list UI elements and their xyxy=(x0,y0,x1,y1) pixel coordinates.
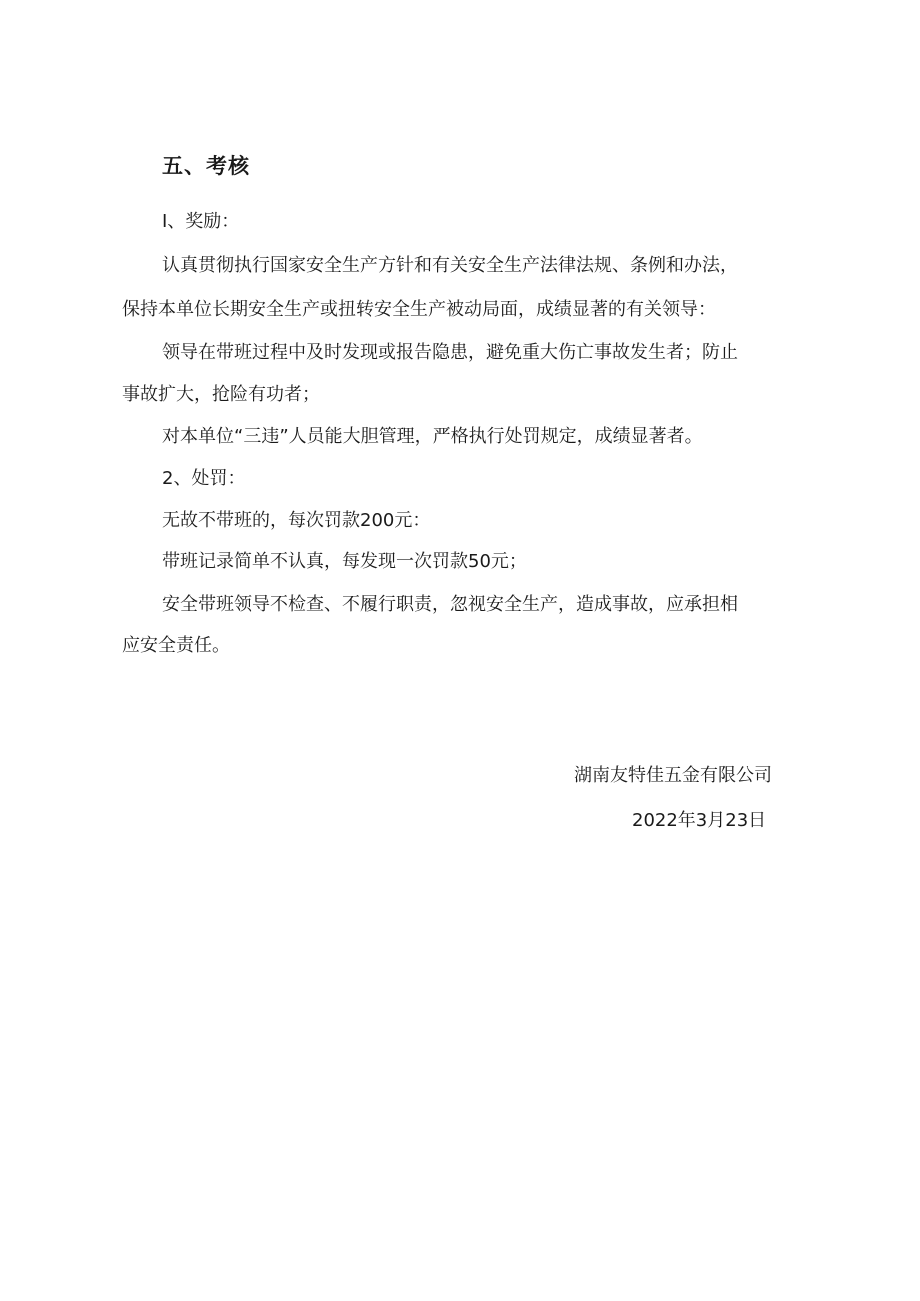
penalty-item-3-line-2: 应安全责任。 xyxy=(122,635,230,656)
document-date: 2022年3月23日 xyxy=(632,810,767,831)
penalty-heading: 2、处罚： xyxy=(162,468,246,489)
reward-heading: I、奖励： xyxy=(162,211,240,232)
reward-paragraph-2-line-2: 事故扩大，抢险有功者； xyxy=(122,384,320,405)
reward-paragraph-1-line-1: 认真贯彻执行国家安全生产方针和有关安全生产法律法规、条例和办法， xyxy=(162,255,738,276)
reward-paragraph-2-line-1: 领导在带班过程中及时发现或报告隐患，避免重大伤亡事故发生者；防止 xyxy=(162,342,738,363)
penalty-item-1: 无故不带班的，每次罚款200元： xyxy=(162,510,431,531)
section-title: 五、考核 xyxy=(162,154,250,178)
reward-paragraph-1-line-2: 保持本单位长期安全生产或扭转安全生产被动局面，成绩显著的有关领导： xyxy=(122,299,716,320)
penalty-item-3-line-1: 安全带班领导不检查、不履行职责，忽视安全生产，造成事故，应承担相 xyxy=(162,594,738,615)
penalty-item-2: 带班记录简单不认真，每发现一次罚款50元； xyxy=(162,551,527,572)
company-name: 湖南友特佳五金有限公司 xyxy=(574,765,772,786)
reward-paragraph-3: 对本单位“三违”人员能大胆管理，严格执行处罚规定，成绩显著者。 xyxy=(162,426,703,447)
